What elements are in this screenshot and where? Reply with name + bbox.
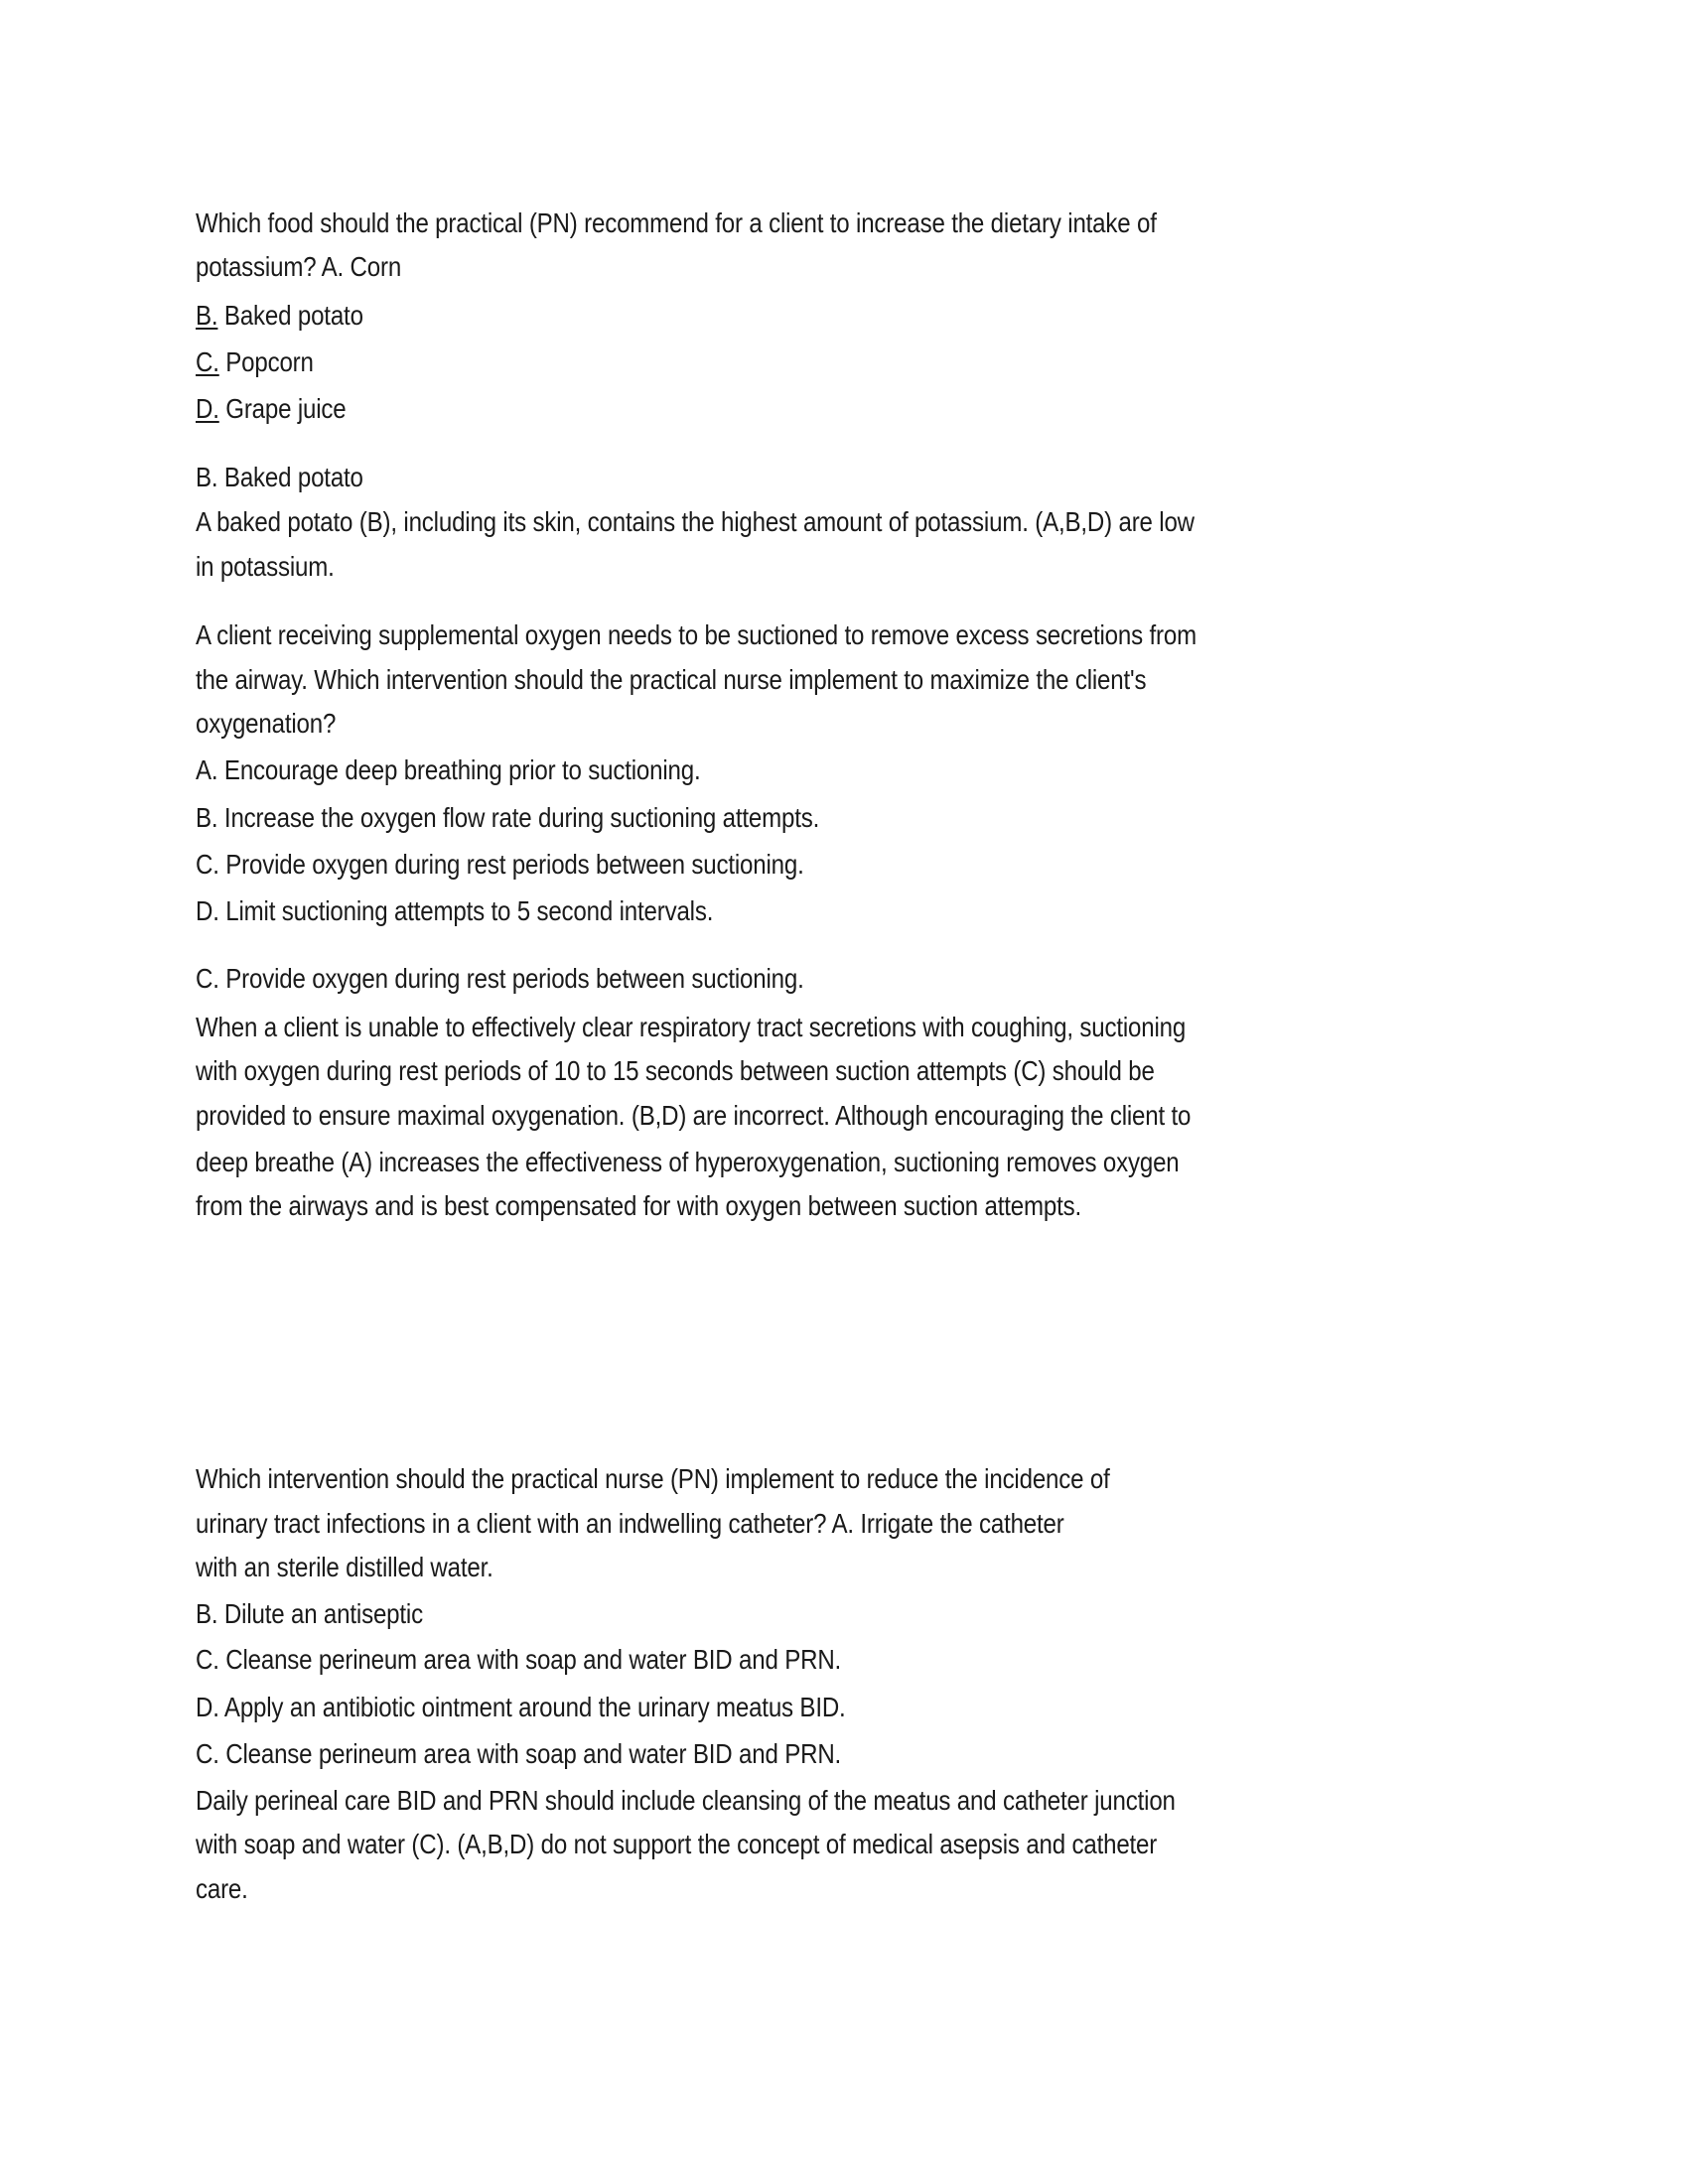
question-1-stem-line-2: potassium? A. Corn [196,251,402,282]
question-3-option-c: C. Cleanse perineum area with soap and water BID and PRN. [196,1644,842,1675]
question-1-option-d [196,392,347,426]
question-1-option-c [196,345,314,379]
question-1-answer: B. Baked potato [196,462,363,492]
question-2-stem-line-3: oxygenation? [196,708,337,739]
question-1-stem-line-1: Which food should the practical (PN) recommend for a client to increase the dietary intake of [196,207,1157,238]
question-2-answer: C. Provide oxygen during rest periods between suctioning. [196,963,804,994]
option-letter: D. [196,393,219,424]
question-1-explanation-line-1: A baked potato (B), including its skin, contains the highest amount of potassium. (A,B,D) are low [196,506,1195,537]
question-3-explanation-line-1: Daily perineal care BID and PRN should include cleansing of the meatus and catheter junction [196,1785,1176,1816]
question-1-option-b [196,299,363,333]
question-2-explanation-line-5: from the airways and is best compensated for with oxygen between suction attempts. [196,1190,1082,1221]
question-3-explanation-line-2: with soap and water (C). (A,B,D) do not support the concept of medical asepsis and catheter [196,1829,1158,1859]
option-letter: C. [196,346,219,377]
question-2-explanation-line-3: provided to ensure maximal oxygenation. (B,D) are incorrect. Although encouraging the client to [196,1100,1192,1131]
option-text: Popcorn [218,346,314,377]
question-3-stem-line-3: with an sterile distilled water. [196,1552,493,1582]
question-2-option-c: C. Provide oxygen during rest periods between suctioning. [196,849,804,880]
question-2-option-d: D. Limit suctioning attempts to 5 second intervals. [196,895,714,926]
question-2-option-b: B. Increase the oxygen flow rate during suctioning attempts. [196,802,820,833]
question-1-explanation-line-2: in potassium. [196,551,335,582]
question-2-explanation-line-2: with oxygen during rest periods of 10 to 15 seconds between suction attempts (C) should be [196,1055,1155,1086]
question-3-stem-line-2: urinary tract infections in a client with an indwelling catheter? A. Irrigate the catheter [196,1508,1064,1539]
question-2-explanation-line-4: deep breathe (A) increases the effectiveness of hyperoxygenation, suctioning removes oxygen [196,1147,1180,1177]
question-3-answer: C. Cleanse perineum area with soap and water BID and PRN. [196,1738,842,1769]
option-text: Baked potato [217,300,363,331]
question-3-stem-line-1: Which intervention should the practical nurse (PN) implement to reduce the incidence of [196,1463,1110,1494]
question-3-option-d: D. Apply an antibiotic ointment around the urinary meatus BID. [196,1692,846,1722]
question-2-stem-line-1: A client receiving supplemental oxygen needs to be suctioned to remove excess secretions from [196,619,1196,650]
question-3-option-b: B. Dilute an antiseptic [196,1598,423,1629]
option-letter: B. [196,300,218,331]
question-2-stem-line-2: the airway. Which intervention should the practical nurse implement to maximize the client's [196,664,1147,695]
question-2-option-a: A. Encourage deep breathing prior to suctioning. [196,754,701,785]
option-text: Grape juice [218,393,347,424]
question-3-explanation-line-3: care. [196,1873,248,1904]
question-2-explanation-line-1: When a client is unable to effectively clear respiratory tract secretions with coughing, suctioning [196,1012,1187,1042]
